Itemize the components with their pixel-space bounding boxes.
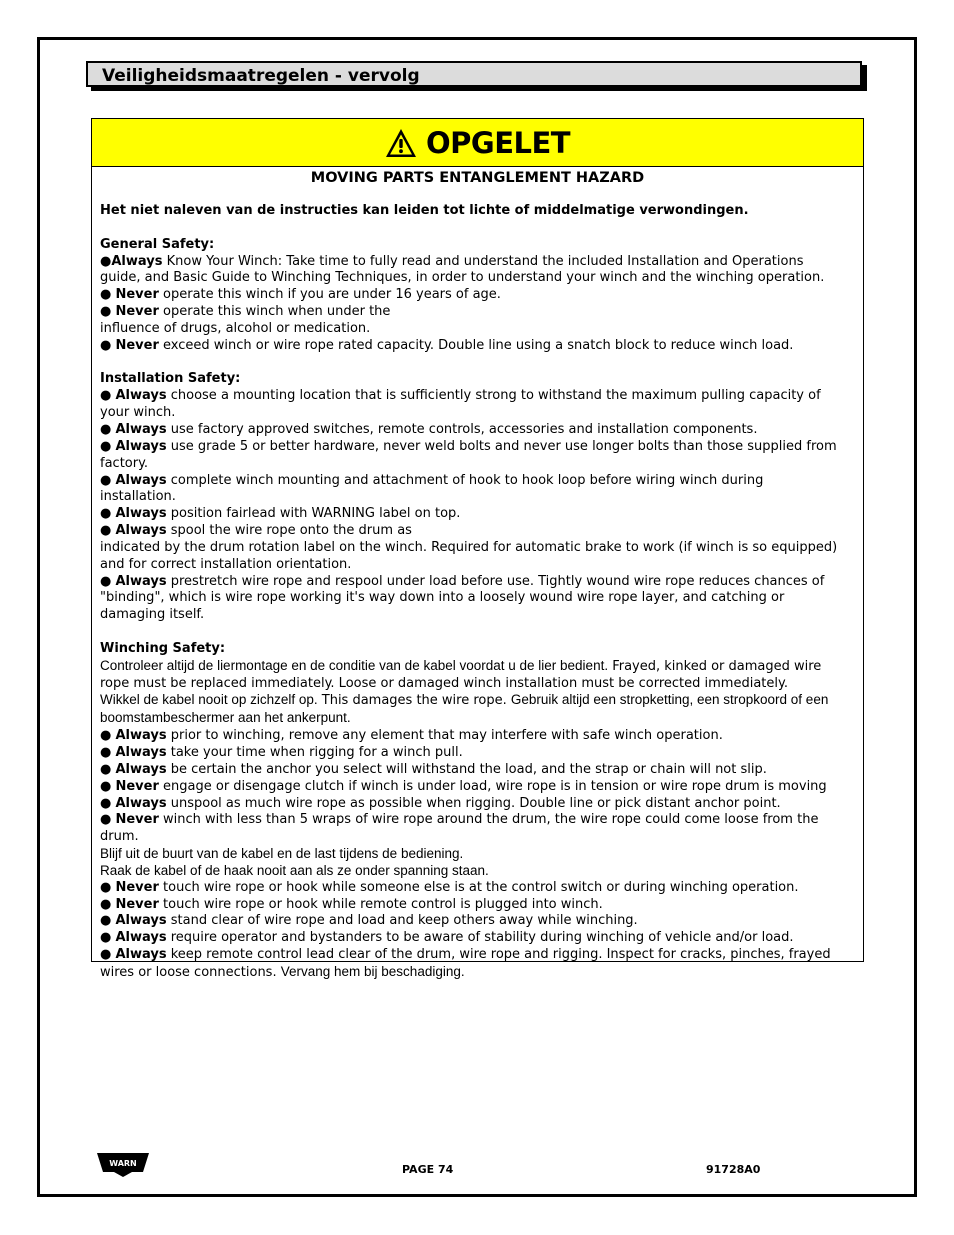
list-item: ● Always be certain the anchor you select will withstand the load, and the strap or chain will not slip. — [100, 761, 767, 777]
list-item: ● Never exceed winch or wire rope rated capacity. Double line using a snatch block to reduce winch load. — [100, 337, 794, 353]
list-item: ● Never engage or disengage clutch if winch is under load, wire rope is in tension or wire rope drum is moving — [100, 778, 827, 794]
list-item: ● Always prestretch wire rope and respool under load before use. Tightly wound wire rope reduces chances of "binding", which is wire rope working it's way down into a loosely wound wire rope layer, and catching or damaging itself. — [100, 573, 825, 623]
list-item: ● Always take your time when rigging for a winch pull. — [100, 745, 463, 760]
list-item: ● Always prior to winching, remove any element that may interfere with safe winch operation. — [100, 728, 723, 744]
list-item: ● Always unspool as much wire rope as possible when rigging. Double line or pick distant anchor point. — [100, 795, 781, 811]
list-item: ● Always keep remote control lead clear of the drum, wire rope and rigging. Inspect for cracks, pinches, frayed wires or loose connections. Vervang hem bij beschadiging. — [100, 947, 831, 980]
list-item-continuation: influence of drugs, alcohol or medication. — [100, 320, 371, 336]
warn-logo-text: WARN — [109, 1159, 137, 1168]
general-safety-heading: General Safety: — [100, 236, 215, 252]
list-item: ● Always stand clear of wire rope and load and keep others away while winching. — [100, 913, 638, 929]
paragraph: Blijf uit de buurt van de kabel en de last tijdens de bediening. — [100, 846, 464, 862]
warn-logo — [96, 1152, 150, 1178]
warning-triangle-icon — [385, 127, 417, 159]
document-number: 91728A0 — [706, 1163, 761, 1176]
list-item: ● Never operate this winch if you are under 16 years of age. — [100, 287, 501, 303]
signal-word: OPGELET — [426, 126, 571, 160]
list-item: ●Always Know Your Winch: Take time to fully read and understand the included Installation and Operations guide, and Basic Guide to Winching Techniques, in order to understand your winch and the winching operation. — [100, 253, 825, 286]
list-item-continuation: indicated by the drum rotation label on the winch. Required for automatic brake to work (if winch is so equipped) and for correct installation orientation. — [100, 539, 838, 572]
list-item: ● Always use factory approved switches, remote controls, accessories and installation components. — [100, 421, 758, 437]
section-header — [86, 61, 862, 87]
caution-banner — [92, 119, 863, 167]
winching-safety-heading: Winching Safety: — [100, 640, 226, 656]
hazard-title: MOVING PARTS ENTANGLEMENT HAZARD — [310, 170, 645, 186]
list-item: ● Never touch wire rope or hook while someone else is at the control switch or during winching operation. — [100, 879, 799, 895]
list-item: ● Always position fairlead with WARNING label on top. — [100, 506, 461, 522]
list-item: ● Always choose a mounting location that is sufficiently strong to withstand the maximum pulling capacity of your winch. — [100, 388, 821, 421]
page-number: PAGE 74 — [402, 1163, 454, 1176]
safety-text — [100, 203, 842, 982]
list-item: ● Always use grade 5 or better hardware, never weld bolts and never use longer bolts than those supplied from factory. — [100, 438, 837, 471]
paragraph: Controleer altijd de liermontage en de conditie van de kabel voordat u de lier bedient. Frayed, kinked or damaged wire rope must be replaced immediately. Loose or damaged winch installation must be corrected immediately. — [100, 657, 822, 691]
list-item: ● Always require operator and bystanders to be aware of stability during winching of vehicle and/or load. — [100, 930, 794, 946]
list-item: ● Always complete winch mounting and attachment of hook to hook loop before wiring winch during installation. — [100, 472, 764, 505]
list-item: ● Never touch wire rope or hook while remote control is plugged into winch. — [100, 896, 603, 912]
list-item: ● Always spool the wire rope onto the drum as — [100, 523, 412, 539]
installation-safety-heading: Installation Safety: — [100, 371, 241, 387]
intro-text: Het niet naleven van de instructies kan leiden tot lichte of middelmatige verwondingen. — [100, 203, 749, 218]
list-item: ● Never operate this winch when under the — [100, 304, 391, 320]
list-item: ● Never winch with less than 5 wraps of wire rope around the drum, the wire rope could come loose from the drum. — [100, 812, 819, 845]
paragraph: Wikkel de kabel nooit op zichzelf op. This damages the wire rope. Gebruik altijd een stropketting, een stropkoord of een boomstambeschermer aan het ankerpunt. — [100, 692, 829, 726]
section-title: Veiligheidsmaatregelen - vervolg — [102, 66, 420, 86]
caution-box — [91, 118, 864, 980]
paragraph: Raak de kabel of de haak nooit aan als ze onder spanning staan. — [100, 862, 489, 878]
